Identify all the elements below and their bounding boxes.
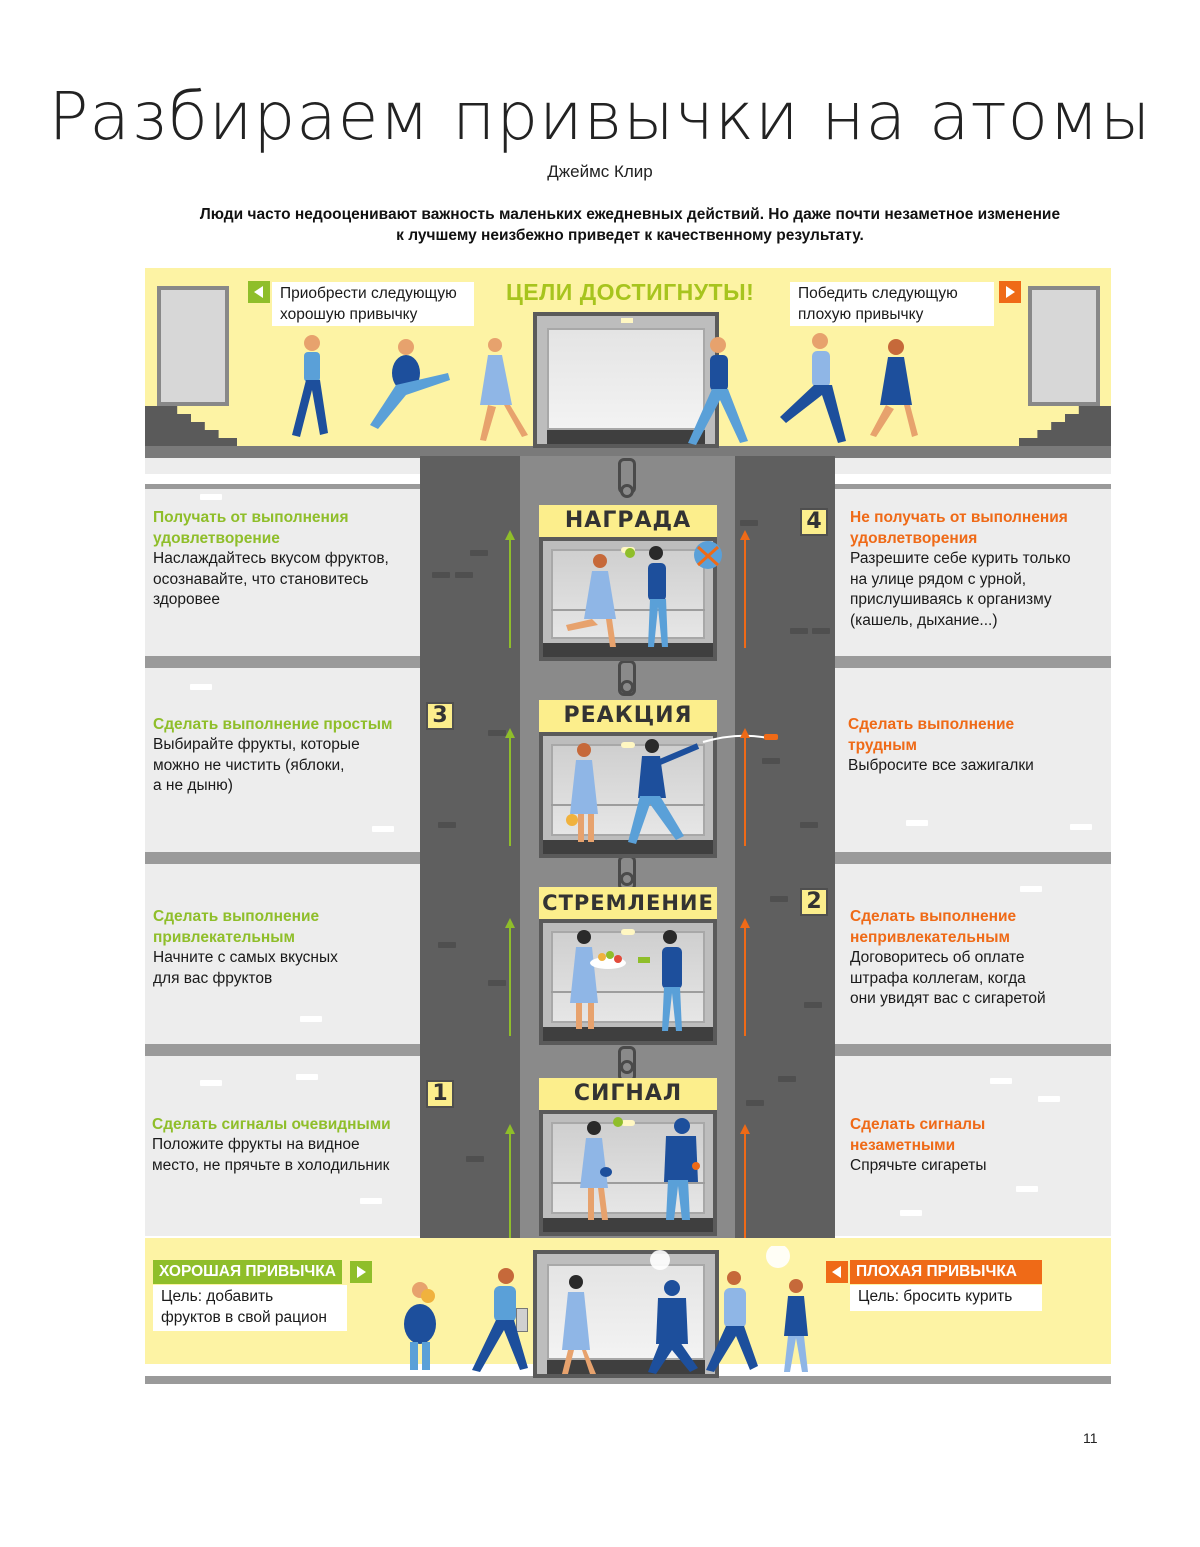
wall-brick bbox=[990, 1078, 1012, 1084]
bad-heading-line: Сделать выполнение bbox=[848, 716, 1015, 733]
left-exit-door bbox=[157, 286, 229, 406]
play-right-icon bbox=[350, 1261, 372, 1283]
page-title: Разбираем привычки на атомы bbox=[48, 78, 1152, 155]
bad-heading-line: непривлекательным bbox=[850, 929, 1010, 946]
wall-brick bbox=[1070, 824, 1092, 830]
hook-icon bbox=[620, 872, 634, 886]
craving-people-illustration bbox=[548, 919, 728, 1039]
brick bbox=[804, 1002, 822, 1008]
up-arrow-bad-icon bbox=[738, 918, 752, 1038]
good-heading-line: удовлетворение bbox=[153, 530, 280, 547]
brick bbox=[812, 628, 830, 634]
hook-icon bbox=[620, 484, 634, 498]
brick bbox=[438, 822, 456, 828]
cue-good-text bbox=[152, 1114, 422, 1176]
good-body-line: осознавайте, что становитесь bbox=[153, 570, 369, 588]
goals-achieved-banner: ЦЕЛИ ДОСТИГНУТЫ! bbox=[506, 279, 755, 305]
reward-bad-text bbox=[850, 507, 1110, 631]
good-body-line: Выбирайте фрукты, которые bbox=[153, 736, 360, 753]
right-exit-door bbox=[1028, 286, 1100, 406]
cue-bad-text bbox=[850, 1114, 1110, 1177]
author: Джеймс Клир bbox=[547, 162, 653, 181]
bad-heading-line: трудным bbox=[848, 737, 917, 754]
good-habit-goal-line-2: фруктов в свой рацион bbox=[161, 1308, 327, 1326]
arrow-right-icon bbox=[999, 281, 1021, 303]
wall-brick bbox=[372, 826, 394, 832]
stage-plate-reward: НАГРАДА bbox=[539, 505, 717, 537]
page-number: 11 bbox=[1083, 1430, 1098, 1446]
bad-goal-line-2: плохую привычку bbox=[798, 305, 924, 323]
lead-line-2: к лучшему неизбежно приведет к качественному результату. bbox=[396, 227, 864, 244]
hook-icon bbox=[620, 680, 634, 694]
up-arrow-good-icon bbox=[503, 918, 517, 1038]
bad-body-line: на улице рядом с урной, bbox=[850, 570, 1027, 588]
good-body-line: Положите фрукты на видное bbox=[152, 1136, 360, 1153]
bad-body-line: они увидят вас с сигаретой bbox=[850, 990, 1046, 1008]
up-arrow-bad-icon bbox=[738, 530, 752, 650]
wall-brick bbox=[1038, 1096, 1060, 1102]
bad-body-line: (кашель, дыхание...) bbox=[850, 611, 998, 629]
bad-goal-line-1: Победить следующую bbox=[798, 285, 958, 302]
good-body-line: а не дыню) bbox=[153, 777, 233, 795]
lead-line-1: Люди часто недооценивают важность маленьких ежедневных действий. Но даже почти незаметное изменение bbox=[199, 206, 1061, 223]
bad-body-line: Разрешите себе курить только bbox=[850, 550, 1071, 567]
bad-heading-line: незаметными bbox=[850, 1137, 956, 1154]
bad-body-line: Спрячьте сигареты bbox=[850, 1157, 987, 1174]
bad-heading-line: удовлетворения bbox=[850, 530, 978, 547]
stage-number-1: 1 bbox=[426, 1080, 454, 1108]
good-body-line: здоровее bbox=[153, 591, 220, 609]
wall-brick bbox=[296, 1074, 318, 1080]
good-body-line: Наслаждайтесь вкусом фруктов, bbox=[153, 550, 389, 567]
good-heading-line: привлекательным bbox=[153, 929, 295, 946]
brick bbox=[455, 572, 473, 578]
bottom-people-illustration bbox=[376, 1246, 846, 1378]
bad-habit-tag: ПЛОХАЯ ПРИВЫЧКА bbox=[850, 1260, 1042, 1284]
good-body-line: место, не прячьте в холодильник bbox=[152, 1156, 390, 1174]
wall-brick bbox=[190, 684, 212, 690]
good-goal-line-1: Приобрести следующую bbox=[280, 285, 457, 302]
brick bbox=[800, 822, 818, 828]
good-heading-line: Сделать выполнение bbox=[153, 908, 320, 925]
wall-brick bbox=[200, 1080, 222, 1086]
good-goal-line-2: хорошую привычку bbox=[280, 305, 418, 323]
good-heading-line: Сделать сигналы очевидными bbox=[152, 1116, 391, 1133]
up-arrow-good-icon bbox=[503, 728, 517, 848]
brick bbox=[466, 1156, 484, 1162]
bad-body-line: штрафа коллегам, когда bbox=[850, 969, 1026, 987]
bad-heading-line: Сделать сигналы bbox=[850, 1116, 986, 1133]
wall-brick bbox=[1020, 886, 1042, 892]
brick bbox=[790, 628, 808, 634]
bad-habit-goal: Цель: бросить курить bbox=[858, 1288, 1013, 1305]
stage-number-2: 2 bbox=[800, 888, 828, 916]
brick bbox=[740, 520, 758, 526]
brick bbox=[770, 896, 788, 902]
brick bbox=[438, 942, 456, 948]
wall-brick bbox=[900, 1210, 922, 1216]
bad-body-line: Договоритесь об оплате bbox=[850, 949, 1025, 966]
wall-brick bbox=[360, 1198, 382, 1204]
good-body-line: можно не чистить (яблоки, bbox=[153, 756, 345, 774]
stage-number-3: 3 bbox=[426, 702, 454, 730]
arrow-left-icon bbox=[248, 281, 270, 303]
hook-icon bbox=[620, 1060, 634, 1074]
good-heading-line: Получать от выполнения bbox=[153, 509, 349, 526]
stage-plate-reaction: РЕАКЦИЯ bbox=[539, 700, 717, 732]
good-body-line: Начните с самых вкусных bbox=[153, 949, 338, 966]
brick bbox=[470, 550, 488, 556]
bad-habit-goal-box bbox=[850, 1285, 1042, 1311]
bad-heading-line: Сделать выполнение bbox=[850, 908, 1017, 925]
cue-people-illustration bbox=[548, 1110, 728, 1230]
good-habit-tag: ХОРОШАЯ ПРИВЫЧКА bbox=[153, 1260, 342, 1284]
craving-good-text bbox=[153, 906, 423, 989]
reaction-people-illustration bbox=[548, 732, 788, 852]
stage-number-4: 4 bbox=[800, 508, 828, 536]
top-people-illustration bbox=[260, 325, 980, 450]
up-arrow-bad-icon bbox=[738, 728, 752, 848]
wall-brick bbox=[906, 820, 928, 826]
bad-body-line: прислушиваясь к организму bbox=[850, 591, 1052, 609]
wall-brick bbox=[1016, 1186, 1038, 1192]
reaction-good-text bbox=[153, 714, 423, 797]
good-goal-box bbox=[272, 282, 474, 326]
stage-plate-craving: СТРЕМЛЕНИЕ bbox=[539, 887, 717, 919]
reward-good-text bbox=[153, 507, 423, 611]
good-body-line: для вас фруктов bbox=[153, 969, 273, 987]
brick bbox=[746, 1100, 764, 1106]
stage-plate-cue: СИГНАЛ bbox=[539, 1078, 717, 1110]
good-habit-goal-box bbox=[153, 1285, 347, 1331]
bad-heading-line: Не получать от выполнения bbox=[850, 509, 1068, 526]
wall-brick bbox=[200, 494, 222, 500]
bad-body-line: Выбросите все зажигалки bbox=[848, 757, 1034, 774]
up-arrow-good-icon bbox=[503, 530, 517, 650]
wall-brick bbox=[300, 1016, 322, 1022]
craving-bad-text bbox=[850, 906, 1110, 1010]
good-habit-goal-line-1: Цель: добавить bbox=[161, 1288, 274, 1305]
reward-people-illustration bbox=[548, 537, 738, 657]
brick bbox=[778, 1076, 796, 1082]
reaction-bad-text bbox=[848, 714, 1108, 777]
good-heading-line: Сделать выполнение простым bbox=[153, 716, 393, 733]
brick bbox=[432, 572, 450, 578]
bad-goal-box bbox=[790, 282, 994, 326]
